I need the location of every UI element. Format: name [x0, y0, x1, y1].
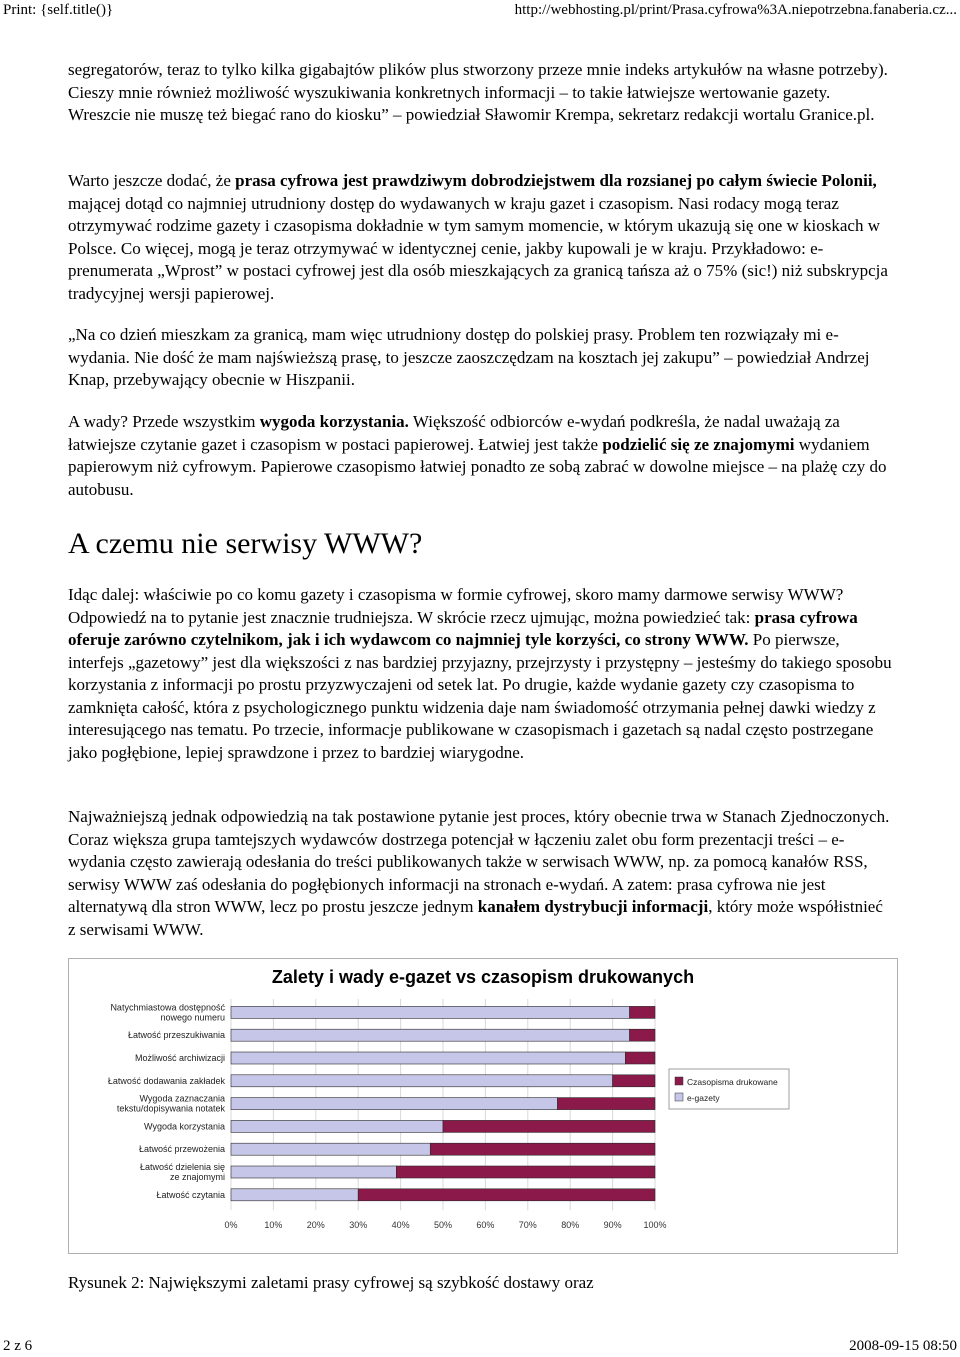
text-run: wydaniem papierowym niż cyfrowym. Papierowe czasopismo łatwiej ponadto ze sobą zabrać w dowolne miejsce – na plażę czy do autobusu. [68, 434, 887, 499]
category-label: Możliwość archiwizacji [134, 1053, 225, 1063]
figure-caption: Rysunek 2: Największymi zaletami prasy cyfrowej są szybkość dostawy oraz [68, 1273, 594, 1292]
x-tick-label: 70% [518, 1220, 537, 1231]
bold-phrase-kanal: kanałem dystrybucji informacji [477, 897, 709, 916]
category-label: Łatwość przeszukiwania [127, 1030, 225, 1041]
legend-swatch [675, 1077, 683, 1085]
print-url: http://webhosting.pl/print/Prasa.cyfrowa%3A.niepotrzebna.fanaberia.cz... [514, 2, 957, 18]
text-run: Idąc dalej: właściwie po co komu gazety i czasopisma w formie cyfrowej, skoro mamy darmowe serwisy WWW? Odpowiedź na to pytanie jest znacznie trudniejsza. W skrócie rzecz ujmując, można powiedzieć tak: [68, 585, 844, 627]
text-run: mającej dotąd co najmniej utrudniony dostęp do wydawanych w kraju gazet i czasopism. Nasi rodacy mogą teraz otrzymywać rodzime gazety i czasopisma dokładnie w tym samym momencie, w którym ukazują się one w kioskach w Polsce. Co więcej, mogą je teraz otrzymywać w identycznej cenie, jakby kupowali je w kraju. Przykładowo: e-prenumerata „Wprost” w postaci cyfrowej jest dla osób mieszkających za granicą tańsza aż o 75% (sic!) niż subskrypcja tradycyjnej wersji papierowej. [68, 193, 888, 303]
x-tick-label: 60% [476, 1220, 495, 1231]
legend-label: e-gazety [687, 1093, 720, 1103]
print-datetime: 2008-09-15 08:50 [849, 1338, 957, 1354]
bar-drukowane [430, 1143, 655, 1155]
x-tick-label: 0% [224, 1220, 238, 1231]
x-tick-label: 20% [306, 1220, 325, 1231]
bar-drukowane [613, 1075, 655, 1087]
bar-drukowane [625, 1052, 655, 1064]
paragraph-text: segregatorów, teraz to tylko kilka gigabajtów plików plus stworzony przeze mnie indeks artykułów na własne potrzeby). Cieszy mnie również możliwość wyszukiwania konkretnych informacji – to takie łatwiejsze wertowanie gazety. Wreszcie nie muszę też biegać rano do kiosku” – powiedział Sławomir Krempa, sekretarz redakcji wortalu Granice.pl. [68, 60, 888, 124]
x-tick-label: 80% [561, 1220, 580, 1231]
article-paragraph-4 [68, 411, 894, 501]
bar-e-gazety [231, 1075, 613, 1087]
bar-e-gazety [231, 1098, 557, 1110]
category-label: Łatwość dodawania zakładek [107, 1075, 225, 1086]
bar-e-gazety [231, 1029, 630, 1041]
bold-phrase-korzysci: prasa cyfrowa oferuje zarówno czytelnikom, jak i ich wydawcom co najmniej tyle korzyści, co strony WWW. [68, 607, 858, 649]
x-tick-label: 90% [603, 1220, 622, 1231]
bar-drukowane [630, 1029, 655, 1041]
bar-drukowane [630, 1006, 655, 1018]
article-paragraph-5 [68, 584, 894, 764]
bar-e-gazety [231, 1120, 443, 1132]
x-tick-label: 10% [264, 1220, 283, 1231]
text-run: Warto jeszcze dodać, że [68, 171, 236, 190]
x-tick-label: 100% [643, 1220, 667, 1231]
chart-title: Zalety i wady e-gazet vs czasopism drukowanych [271, 967, 695, 987]
category-label: Łatwość czytania [156, 1189, 225, 1200]
text-run: , który może współistnieć z serwisami WWW. [68, 897, 883, 939]
article-paragraph-1 [68, 59, 894, 127]
x-tick-label: 30% [349, 1220, 368, 1231]
bar-drukowane [557, 1098, 655, 1110]
category-label: Natychmiastowa dostępność nowego numeru [110, 1002, 225, 1023]
page-number: 2 z 6 [3, 1338, 33, 1354]
bar-e-gazety [231, 1143, 430, 1155]
bold-phrase-polonia: prasa cyfrowa jest prawdziwym dobrodziejstwem dla rozsianej po całym świecie Polonii, [235, 171, 877, 190]
bold-phrase-podzielic: podzielić się ze znajomymi [602, 434, 795, 454]
text-run: Najważniejszą jednak odpowiedzią na tak postawione pytanie jest proces, który obecnie trwa w Stanach Zjednoczonych. Coraz większa grupa tamtejszych wydawców dostrzega potencjał w łączeniu zalet obu form prezentacji treści – e-wydania często zawierają odesłania do treści publikowanych także w serwisach WWW, np. za pomocą kanałów RSS, serwisy WWW zaś odesłania do pogłębionych informacji na stronach e-wydań. A zatem: prasa cyfrowa nie jest alternatywą dla stron WWW, lecz po prostu jeszcze jednym [68, 807, 890, 916]
bar-drukowane [396, 1166, 655, 1178]
x-tick-label: 40% [391, 1220, 410, 1231]
category-label: Łatwość dzielenia się ze znajomymi [139, 1162, 225, 1182]
text-run: Większość odbiorców e-wydań podkreśla, że nadal uważają za łatwiejsze czytanie gazet i czasopism w postaci papierowej. Łatwiej jest także [68, 412, 840, 454]
legend-swatch [675, 1093, 683, 1101]
bold-phrase-wygoda: wygoda korzystania. [259, 412, 409, 431]
bar-chart [68, 958, 898, 1254]
text-run: Po pierwsze, interfejs „gazetowy” jest dla większości z nas bardziej przyjazny, przejrzysty i przystępny – jesteśmy do takiego sposobu korzystania z informacji po prostu przyzwyczajeni od setek lat. Po drugie, każde wydanie gazety czy czasopisma to zamknięta całość, która z psychologicznego punktu widzenia daje nam świadomość otrzymania pełnej dawki wiedzy z interesującego nas tematu. Po trzecie, informacje publikowane w czasopismach i gazetach są nadal często postrzegane jako pogłębione, lepiej sprawdzone i przez to bardziej wiarygodne. [68, 630, 892, 762]
chart-plot [69, 959, 897, 1253]
article-paragraph-6 [68, 806, 894, 941]
category-label: Wygoda zaznaczania tekstu/dopisywania notatek [116, 1093, 225, 1114]
legend-label: Czasopisma drukowane [687, 1077, 778, 1087]
bar-drukowane [443, 1120, 655, 1132]
category-label: Wygoda korzystania [144, 1121, 225, 1132]
x-tick-label: 50% [433, 1220, 453, 1231]
quote-paragraph: „Na co dzień mieszkam za granicą, mam więc utrudniony dostęp do polskiej prasy. Problem ten rozwiązały mi e-wydania. Nie dość że mam najświeższą prasę, to jeszcze zaoszczędzam na kosztach jej zakupu” – powiedział Andrzej Knap, przebywający obecnie w Hiszpanii. [68, 325, 870, 389]
text-run: A wady? Przede wszystkim [68, 412, 260, 431]
bar-e-gazety [231, 1166, 396, 1178]
section-heading: A czemu nie serwisy WWW? [68, 527, 423, 560]
article-paragraph-3 [68, 324, 894, 392]
category-label: Łatwość przewożenia [138, 1144, 225, 1155]
legend-box [669, 1069, 789, 1109]
bar-e-gazety [231, 1006, 630, 1018]
article-paragraph-2 [68, 170, 894, 305]
bar-e-gazety [231, 1189, 358, 1201]
print-title: Print: {self.title()} [3, 2, 114, 18]
bar-e-gazety [231, 1052, 625, 1064]
bar-drukowane [358, 1189, 655, 1201]
